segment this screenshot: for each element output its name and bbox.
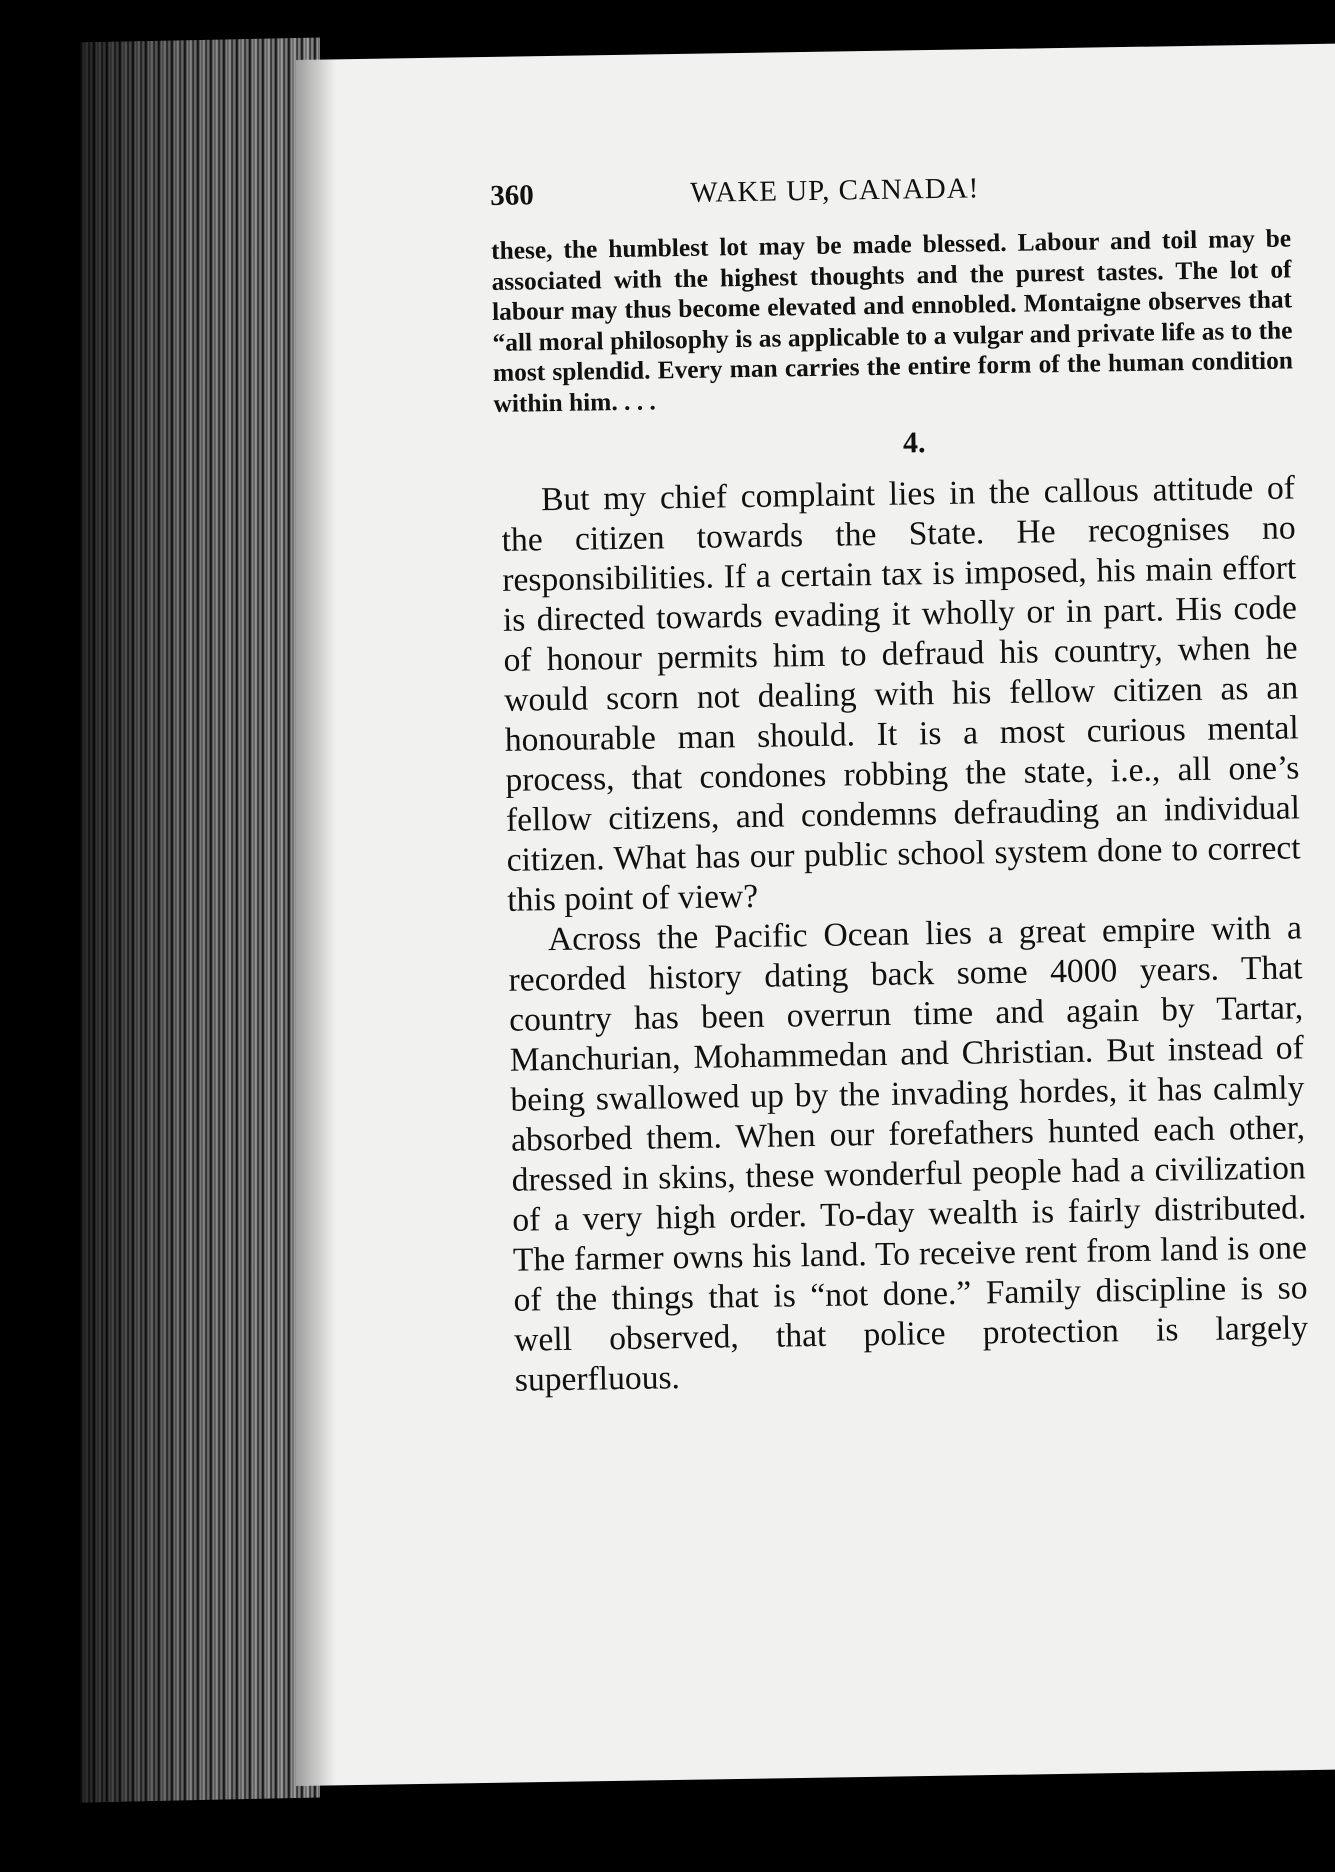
section-number: 4. bbox=[902, 426, 926, 460]
paragraph-pacific-empire: Across the Pacific Ocean lies a great empire with a recorded history dating back some 4000 years. That country has been overrun time and again by Tartar, Manchurian, Mohammedan and Christian. But instead of being swallowed up by the invading hordes, it has calmly absorbed them. When our forefathers hunted each other, dressed in skins, these wonderful people had a civilization of a very high order. To-day wealth is fairly distributed. The farmer owns his land. To receive rent from land is one of the things that is “not done.” Family discipline is so well observed, that police protection is largely superfluous. bbox=[508, 909, 1309, 1399]
page-number: 360 bbox=[490, 179, 534, 212]
page-text-block bbox=[490, 167, 1309, 1400]
paragraph-citizen-attitude: But my chief complaint lies in the callous attitude of the citizen towards the State. He recognises no responsibilities. If a certain tax is imposed, his main effort is directed towards evading it wholly or in part. His code of honour permits him to defraud his country, when he would scorn not dealing with his fellow citizen as an honourable man should. It is a most curious mental process, that condones robbing the state, i.e., all one’s fellow citizens, and condemns defrauding an individual citizen. What has our public school system done to correct this point of view? bbox=[501, 469, 1301, 919]
page-gutter-shadow bbox=[296, 59, 336, 1786]
running-title: WAKE UP, CANADA! bbox=[689, 172, 980, 209]
paragraph-continued-quote: these, the humblest lot may be made blessed. Labour and toil may be associated with the highest thoughts and the purest tastes. The lot of labour may thus become elevated and ennobled. Montaigne observes that “all moral philosophy is as applicable to a vulgar and private life as to the most splendid. Every man carries the entire form of the human condition within him. . . . bbox=[490, 224, 1294, 418]
page-edges-shadow bbox=[80, 37, 320, 1802]
